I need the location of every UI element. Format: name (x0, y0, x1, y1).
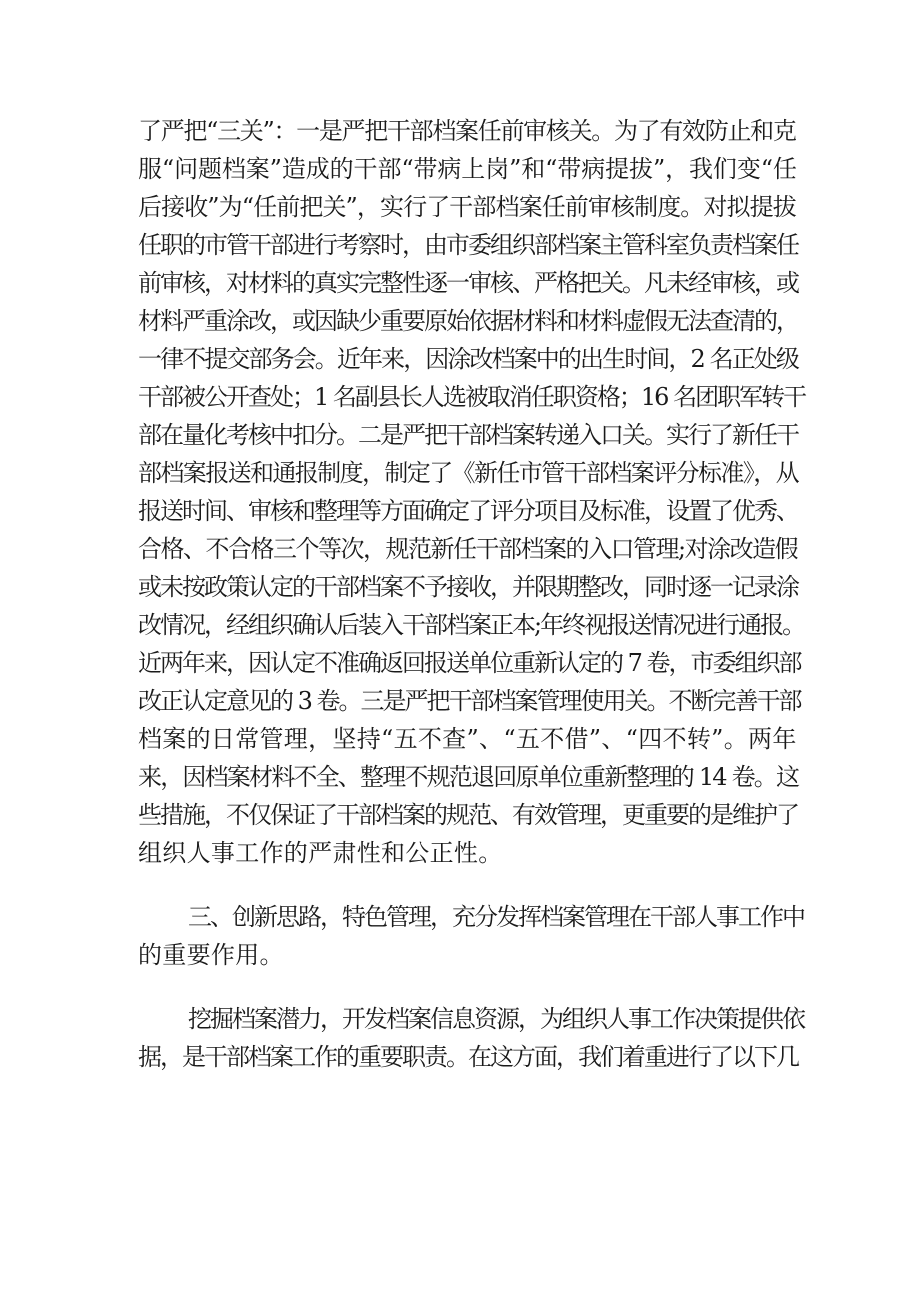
paragraph-spacer (138, 872, 798, 898)
paragraph-archive-potential (138, 1000, 804, 1076)
text-line: 近两年来，因认定不准确返回报送单位重新认定的 7 卷，市委组织部 (138, 649, 801, 677)
text-line: 一律不提交部务会。近年来，因涂改档案中的出生时间，2 名正处级 (138, 345, 798, 373)
paragraph-three-checks (138, 112, 806, 872)
text-line: 档案的日常管理，坚持“五不查”、“五不借”、“四不转”。两年 (138, 725, 797, 753)
text-line: 任职的市管干部进行考察时，由市委组织部档案主管科室负责档案任 (138, 231, 798, 259)
text-line: 来，因档案材料不全、整理不规范退回原单位重新整理的 14 卷。这 (138, 763, 799, 791)
text-line: 据，是干部档案工作的重要职责。在这方面，我们着重进行了以下几 (138, 1043, 798, 1071)
text-line: 挖掘档案潜力，开发档案信息资源，为组织人事工作决策提供依 (188, 1005, 804, 1033)
text-line: 服“问题档案”造成的干部“带病上岗”和“带病提拔”，我们变“任 (138, 155, 797, 183)
text-line: 了严把“三关”：一是严把干部档案任前审核关。为了有效防止和克 (138, 117, 796, 145)
text-line: 部档案报送和通报制度，制定了《新任市管干部档案评分标准》，从 (138, 459, 798, 487)
text-line: 干部被公开查处；1 名副县长人选被取消任职资格；16 名团职军转干 (138, 383, 806, 411)
document-body (138, 112, 806, 1076)
text-line: 组织人事工作的严肃性和公正性。 (138, 839, 503, 867)
heading-line: 三、创新思路，特色管理，充分发挥档案管理在干部人事工作中 (188, 903, 804, 931)
text-line: 部在量化考核中扣分。二是严把干部档案转递入口关。实行了新任干 (138, 421, 798, 449)
text-line: 材料严重涂改，或因缺少重要原始依据材料和材料虚假无法查清的， (138, 307, 798, 335)
paragraph-spacer (138, 974, 798, 1000)
text-line: 后接收”为“任前把关”，实行了干部档案任前审核制度。对拟提拔 (138, 193, 796, 221)
text-line: 合格、不合格三个等次，规范新任干部档案的入口管理;对涂改造假 (138, 535, 798, 563)
text-line: 改情况，经组织确认后装入干部档案正本;年终视报送情况进行通报。 (138, 611, 805, 639)
section-heading (138, 898, 804, 974)
text-line: 或未按政策认定的干部档案不予接收，并限期整改，同时逐一记录涂 (138, 573, 798, 601)
text-line: 些措施，不仅保证了干部档案的规范、有效管理，更重要的是维护了 (138, 801, 798, 829)
text-line: 报送时间、审核和整理等方面确定了评分项目及标准，设置了优秀、 (138, 497, 798, 525)
text-line: 改正认定意见的 3 卷。三是严把干部档案管理使用关。不断完善干部 (138, 687, 801, 715)
text-line: 前审核，对材料的真实完整性逐一审核、严格把关。凡未经审核，或 (138, 269, 798, 297)
heading-line: 的重要作用。 (138, 941, 284, 969)
